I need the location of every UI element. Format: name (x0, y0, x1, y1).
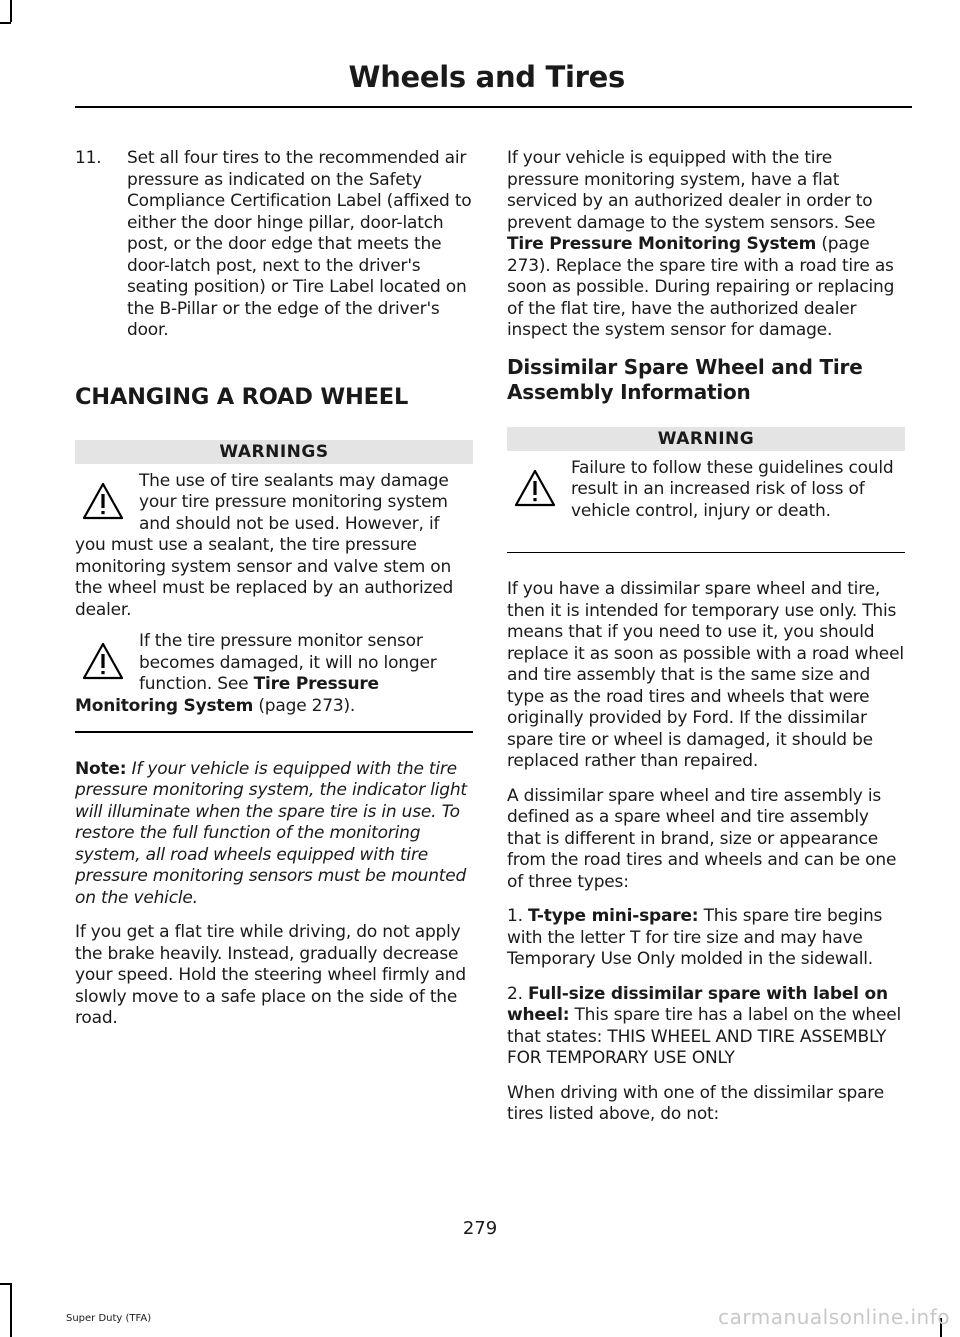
watermark: carmanualsonline.info (718, 1305, 950, 1329)
list-item: 1. T-type mini-spare: This spare tire begins with the letter T for tire size and may have Temporary Use Only molded in the sidewall. (507, 906, 883, 969)
step-number: 11. (75, 148, 102, 168)
section-heading: CHANGING A ROAD WHEEL (75, 383, 409, 410)
step-11 (75, 148, 473, 342)
crop-mark (0, 22, 11, 24)
body-paragraph: If you get a flat tire while driving, do not apply the brake heavily. Instead, gradually decrease your speed. Hold the steering wheel firmly and slowly move to a safe place on the side of the road. (75, 922, 466, 1028)
body-paragraph: When driving with one of the dissimilar spare tires listed above, do not: (507, 1082, 884, 1124)
tpms-link[interactable]: Tire Pressure Monitoring System (75, 674, 379, 716)
warning-item (75, 471, 473, 622)
body-paragraph: If your vehicle is equipped with the tire pressure monitoring system, have a flat serviced by an authorized dealer in order to prevent damage to the system sensors. See Tire Pressure Monitoring System (page 273). Replace the spare tire with a road tire as soon as possible. During repairing or replacing of the flat tire, have the authorized dealer inspect the system sensor for damage. (507, 148, 895, 340)
warnings-header: WARNINGS (75, 440, 473, 464)
note-paragraph: Note: If your vehicle is equipped with the tire pressure monitoring system, the indicator light will illuminate when the spare tire is in use. To restore the full function of the monitoring system, all road wheels equipped with tire pressure monitoring sensors must be mounted on the vehicle. (75, 758, 467, 908)
header-divider (75, 106, 912, 108)
warning-header: WARNING (507, 427, 905, 451)
crop-mark (10, 1283, 12, 1337)
warning-triangle-icon (81, 641, 125, 681)
crop-mark (10, 0, 12, 22)
tpms-link[interactable]: Tire Pressure Monitoring System (507, 234, 817, 254)
left-column (75, 148, 473, 1043)
right-column (507, 148, 905, 1139)
warning-triangle-icon (81, 481, 125, 521)
warning-triangle-icon (513, 468, 557, 508)
warning-text: If the tire pressure monitor sensor becomes damaged, it will no longer function. See Tire Pressure Monitoring System (page 273). (75, 631, 437, 716)
sub-heading: Dissimilar Spare Wheel and Tire Assembly Information (507, 354, 863, 404)
footer-text: Super Duty (TFA) (66, 1313, 152, 1324)
warning-divider (507, 552, 905, 554)
step-text: Set all four tires to the recommended air pressure as indicated on the Safety Compliance Certification Label (affixed to either the door hinge pillar, door-latch post, or the door edge that meets the door-latch post, next to the driver's seating position) or Tire Label located on the B-Pillar or the edge of the driver's door. (127, 148, 472, 340)
warning-item (507, 458, 905, 538)
page-title: Wheels and Tires (348, 60, 625, 94)
note-label: Note: (75, 758, 127, 779)
warning-text: Failure to follow these guidelines could result in an increased risk of loss of vehicle control, injury or death. (571, 457, 894, 521)
warning-divider (75, 731, 473, 733)
body-paragraph: A dissimilar spare wheel and tire assembly is defined as a spare wheel and tire assembly that is different in brand, size or appearance from the road tires and wheels and can be one of three types: (507, 785, 897, 892)
body-paragraph: If you have a dissimilar spare wheel and tire, then it is intended for temporary use only. This means that if you need to use it, you should replace it as soon as possible with a road wheel and tire assembly that is the same size and type as the road tires and wheels that were originally provided by Ford. If the dissimilar spare tire or wheel is damaged, it should be replaced rather than repaired. (507, 579, 904, 771)
crop-mark (0, 1283, 11, 1285)
warning-item (75, 631, 473, 717)
list-item: 2. Full-size dissimilar spare with label on wheel: This spare tire has a label on the wheel that states: THIS WHEEL AND TIRE ASSEMBLY FOR TEMPORARY USE ONLY (507, 983, 902, 1068)
page-number: 279 (462, 1218, 498, 1239)
warning-text: The use of tire sealants may damage your tire pressure monitoring system and should not be used. However, if you must use a sealant, the tire pressure monitoring system sensor and valve stem on the wheel must be replaced by an authorized dealer. (75, 470, 454, 620)
